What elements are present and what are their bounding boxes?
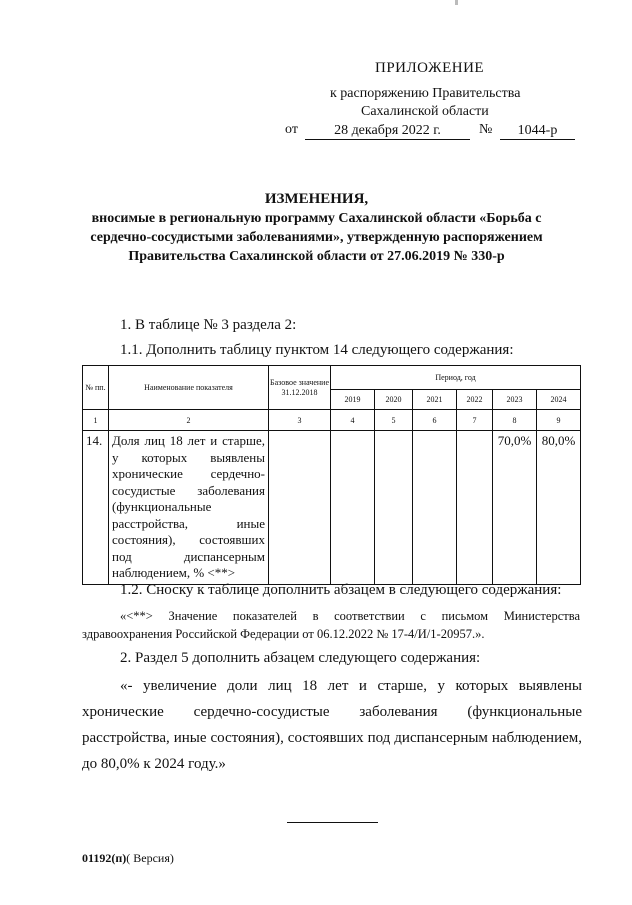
document-title: ИЗМЕНЕНИЯ, [264, 191, 369, 207]
row-value-2024: 80,0% [537, 431, 581, 585]
paragraph-3: «- увеличение доли лиц 18 лет и старше, у которых выявлены хронические сердечно-сосудистые заболевания (функциональные расстройства, иные состояния), состоявших под диспансерным наблюдением, до 80,0% к 2024 году.» [82, 678, 582, 772]
header-year: 2021 [413, 390, 457, 410]
appendix-line-2: Сахалинской области [361, 104, 489, 119]
header-period: Период, год [331, 366, 581, 390]
column-number: 6 [413, 410, 457, 431]
row-value-2022 [457, 431, 493, 585]
order-number: 1044-р [500, 122, 575, 140]
appendix-title: ПРИЛОЖЕНИЕ [375, 60, 485, 76]
column-number: 8 [493, 410, 537, 431]
version-label: ( Версия) [126, 851, 174, 865]
column-number: 7 [457, 410, 493, 431]
paragraph-1-1: 1.1. Дополнить таблицу пунктом 14 следующего содержания: [120, 342, 514, 358]
subtitle-line-1: вносимые в региональную программу Сахалинской области «Борьба с [91, 211, 542, 226]
order-date: 28 декабря 2022 г. [305, 122, 470, 140]
column-number: 9 [537, 410, 581, 431]
column-number: 4 [331, 410, 375, 431]
row-value-2023: 70,0% [493, 431, 537, 585]
scan-artifact [455, 0, 458, 5]
header-year: 2024 [537, 390, 581, 410]
number-sign: № [479, 122, 493, 137]
subtitle-line-2: сердечно-сосудистыми заболеваниями», утвержденную распоряжением [90, 230, 543, 245]
header-year: 2022 [457, 390, 493, 410]
subtitle-line-3: Правительства Сахалинской области от 27.06.2019 № 330-р [128, 249, 505, 264]
footnote-text: «<**> Значение показателей в соответствии с письмом Министерства здравоохранения Российской Федерации от 06.12.2022 № 17-4/И/1-20957.». [82, 609, 580, 641]
column-number: 1 [83, 410, 109, 431]
appendix-line-1: к распоряжению Правительства [330, 86, 521, 101]
version-footer [82, 851, 174, 866]
header-year: 2023 [493, 390, 537, 410]
row-num: 14. [83, 431, 109, 585]
header-base: Базовое значение 31.12.2018 [269, 366, 331, 410]
row-indicator-name: Доля лиц 18 лет и старше, у которых выявлены хронические сердечно-сосудистые заболевания (функциональные расстройства, иные состояния), состоявших под диспансерным наблюдением, % <**> [109, 431, 269, 585]
header-year: 2020 [375, 390, 413, 410]
indicator-table [82, 365, 581, 585]
document-subtitle [40, 209, 593, 266]
from-label: от [285, 122, 298, 137]
row-value-2021 [413, 431, 457, 585]
column-number: 3 [269, 410, 331, 431]
paragraph-1-2: 1.2. Сноску к таблице дополнить абзацем в следующего содержания: [120, 582, 562, 598]
column-number: 5 [375, 410, 413, 431]
paragraph-1: 1. В таблице № 3 раздела 2: [120, 317, 297, 333]
header-year: 2019 [331, 390, 375, 410]
header-num: № пп. [83, 366, 109, 410]
version-code: 01192(п) [82, 851, 127, 865]
column-number: 2 [109, 410, 269, 431]
row-value-2020 [375, 431, 413, 585]
divider-line [287, 822, 378, 823]
row-value-2019 [331, 431, 375, 585]
paragraph-2: 2. Раздел 5 дополнить абзацем следующего содержания: [120, 650, 481, 666]
header-name: Наименование показателя [109, 366, 269, 410]
row-base-value [269, 431, 331, 585]
table-row [83, 431, 581, 585]
